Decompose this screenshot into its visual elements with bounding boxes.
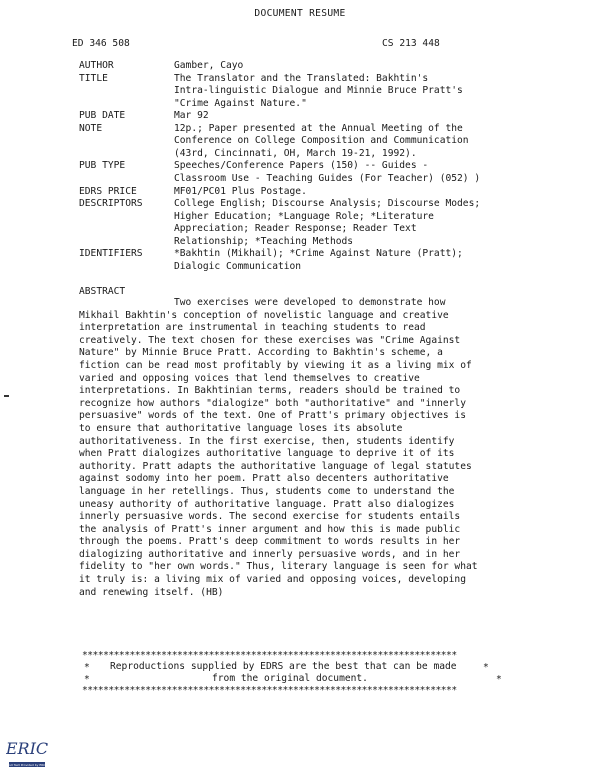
- abstract-line: authority. Pratt adapts the authoritative language of legal statutes: [79, 460, 472, 472]
- field-value-line: Relationship; *Teaching Methods: [174, 235, 354, 247]
- abstract-line: creatively. The text chosen for these exercises was "Crime Against: [79, 334, 461, 346]
- field-value-line: "Crime Against Nature.": [174, 97, 307, 109]
- abstract-line: dialogizing authoritative and innerly persuasive words, and in her: [79, 548, 461, 560]
- field-value: [174, 248, 463, 273]
- abstract-line: it truly is: a living mix of varied and opposing voices, developing: [79, 574, 466, 586]
- field-value-line: Appreciation; Reader Response; Reader Text: [174, 223, 417, 235]
- abstract-line: fidelity to "her own words." Thus, literary language is seen for what: [79, 561, 478, 573]
- margin-mark: [4, 395, 9, 397]
- abstract-line: recognize how authors "dialogize" both "authoritative" and "innerly: [79, 397, 466, 409]
- field-value-line: 12p.; Paper presented at the Annual Meeting of the: [174, 122, 463, 134]
- field-label: NOTE: [79, 122, 103, 134]
- abstract-line: interpretation are instrumental in teaching students to read: [79, 322, 426, 334]
- field-value-line: Conference on College Composition and Communication: [174, 135, 469, 147]
- field-label: EDRS PRICE: [79, 185, 137, 197]
- field-label: PUB TYPE: [79, 160, 126, 171]
- abstract-line: against sodomy into her poem. Pratt also decenters authoritative: [79, 473, 449, 485]
- field-value-line: Higher Education; *Language Role; *Literature: [174, 210, 434, 222]
- eric-logo: [6, 732, 48, 772]
- field-value-line: Classroom Use - Teaching Guides (For Teacher) (052) ): [174, 172, 481, 184]
- field-value: [174, 73, 463, 111]
- field-value: [174, 186, 307, 199]
- cs-number: CS 213 448: [382, 38, 440, 49]
- abstract-line: innerly persuasive words. The second exercise for students entails: [79, 511, 461, 523]
- field-value-line: MF01/PC01 Plus Postage.: [174, 185, 307, 197]
- star-border-left: *: [84, 662, 90, 673]
- svg-text:ERIC: ERIC: [6, 739, 48, 758]
- reproduction-notice-line1: Reproductions supplied by EDRS are the best that can be made: [110, 661, 457, 672]
- abstract-line: language in her retellings. Thus, students come to understand the: [79, 485, 455, 497]
- field-value-line: Dialogic Communication: [174, 260, 302, 272]
- field-value: [174, 110, 209, 123]
- ed-number: ED 346 508: [72, 38, 130, 49]
- field-label: AUTHOR: [79, 60, 114, 71]
- field-value-line: College English; Discourse Analysis; Discourse Modes;: [174, 198, 481, 209]
- abstract-line: when Pratt dialogizes authoritative language to deprive it of its: [79, 448, 455, 460]
- abstract-line: Mikhail Bakhtin's conception of novelistic language and creative: [79, 309, 449, 321]
- star-border-right: *: [496, 674, 502, 685]
- field-label: IDENTIFIERS: [79, 248, 143, 259]
- field-value-line: Mar 92: [174, 110, 209, 121]
- field-value-line: *Bakhtin (Mikhail); *Crime Against Nature (Pratt);: [174, 248, 463, 259]
- abstract-line: persuasive" words of the text. One of Pratt's primary objectives is: [79, 410, 466, 422]
- abstract-line: to ensure that authoritative language loses its absolute: [79, 422, 403, 434]
- abstract-line: and renewing itself. (HB): [79, 586, 224, 598]
- abstract-line: the analysis of Pratt's inner argument and how this is made public: [79, 523, 461, 535]
- field-value: [174, 160, 480, 185]
- reproduction-notice-line2: from the original document.: [212, 673, 368, 684]
- field-value-line: Intra-linguistic Dialogue and Minnie Bruce Pratt's: [174, 85, 463, 97]
- abstract-label: ABSTRACT: [79, 286, 126, 297]
- field-value: [174, 60, 243, 73]
- abstract-line: through the poems. Pratt's deep commitment to words results in her: [79, 536, 461, 548]
- field-value-line: The Translator and the Translated: Bakhtin's: [174, 72, 429, 84]
- star-rule-bottom: ***********************************************************************: [82, 685, 457, 696]
- abstract-line: authoritativeness. In the first exercise, then, students identify: [79, 435, 455, 447]
- abstract-line: Two exercises were developed to demonstrate how: [174, 297, 446, 308]
- field-label: DESCRIPTORS: [79, 198, 143, 209]
- field-value: [174, 198, 480, 248]
- abstract-line: Nature" by Minnie Bruce Pratt. According to Bakhtin's scheme, a: [79, 347, 443, 359]
- abstract-body: [79, 297, 478, 599]
- abstract-line: varied and opposing voices that lend themselves to creative: [79, 372, 420, 384]
- abstract-line: fiction can be read most profitably by viewing it as a living mix of: [79, 359, 472, 371]
- field-label: PUB DATE: [79, 110, 126, 121]
- document-title: DOCUMENT RESUME: [254, 8, 346, 19]
- field-value-line: Speeches/Conference Papers (150) -- Guides -: [174, 160, 429, 171]
- field-label: TITLE: [79, 72, 108, 84]
- abstract-line: uneasy authority of authoritative language. Pratt also dialogizes: [79, 498, 455, 510]
- star-border-left: *: [84, 674, 90, 685]
- field-value-line: Gamber, Cayo: [174, 60, 244, 71]
- field-value-line: (43rd, Cincinnati, OH, March 19-21, 1992).: [174, 147, 417, 159]
- field-value: [174, 123, 469, 161]
- star-rule-top: ***********************************************************************: [82, 650, 457, 661]
- abstract-line: interpretations. In Bakhtinian terms, readers should be trained to: [79, 385, 461, 397]
- star-border-right: *: [483, 662, 489, 673]
- svg-text:Full Text Provided by ERIC: Full Text Provided by ERIC: [7, 763, 47, 767]
